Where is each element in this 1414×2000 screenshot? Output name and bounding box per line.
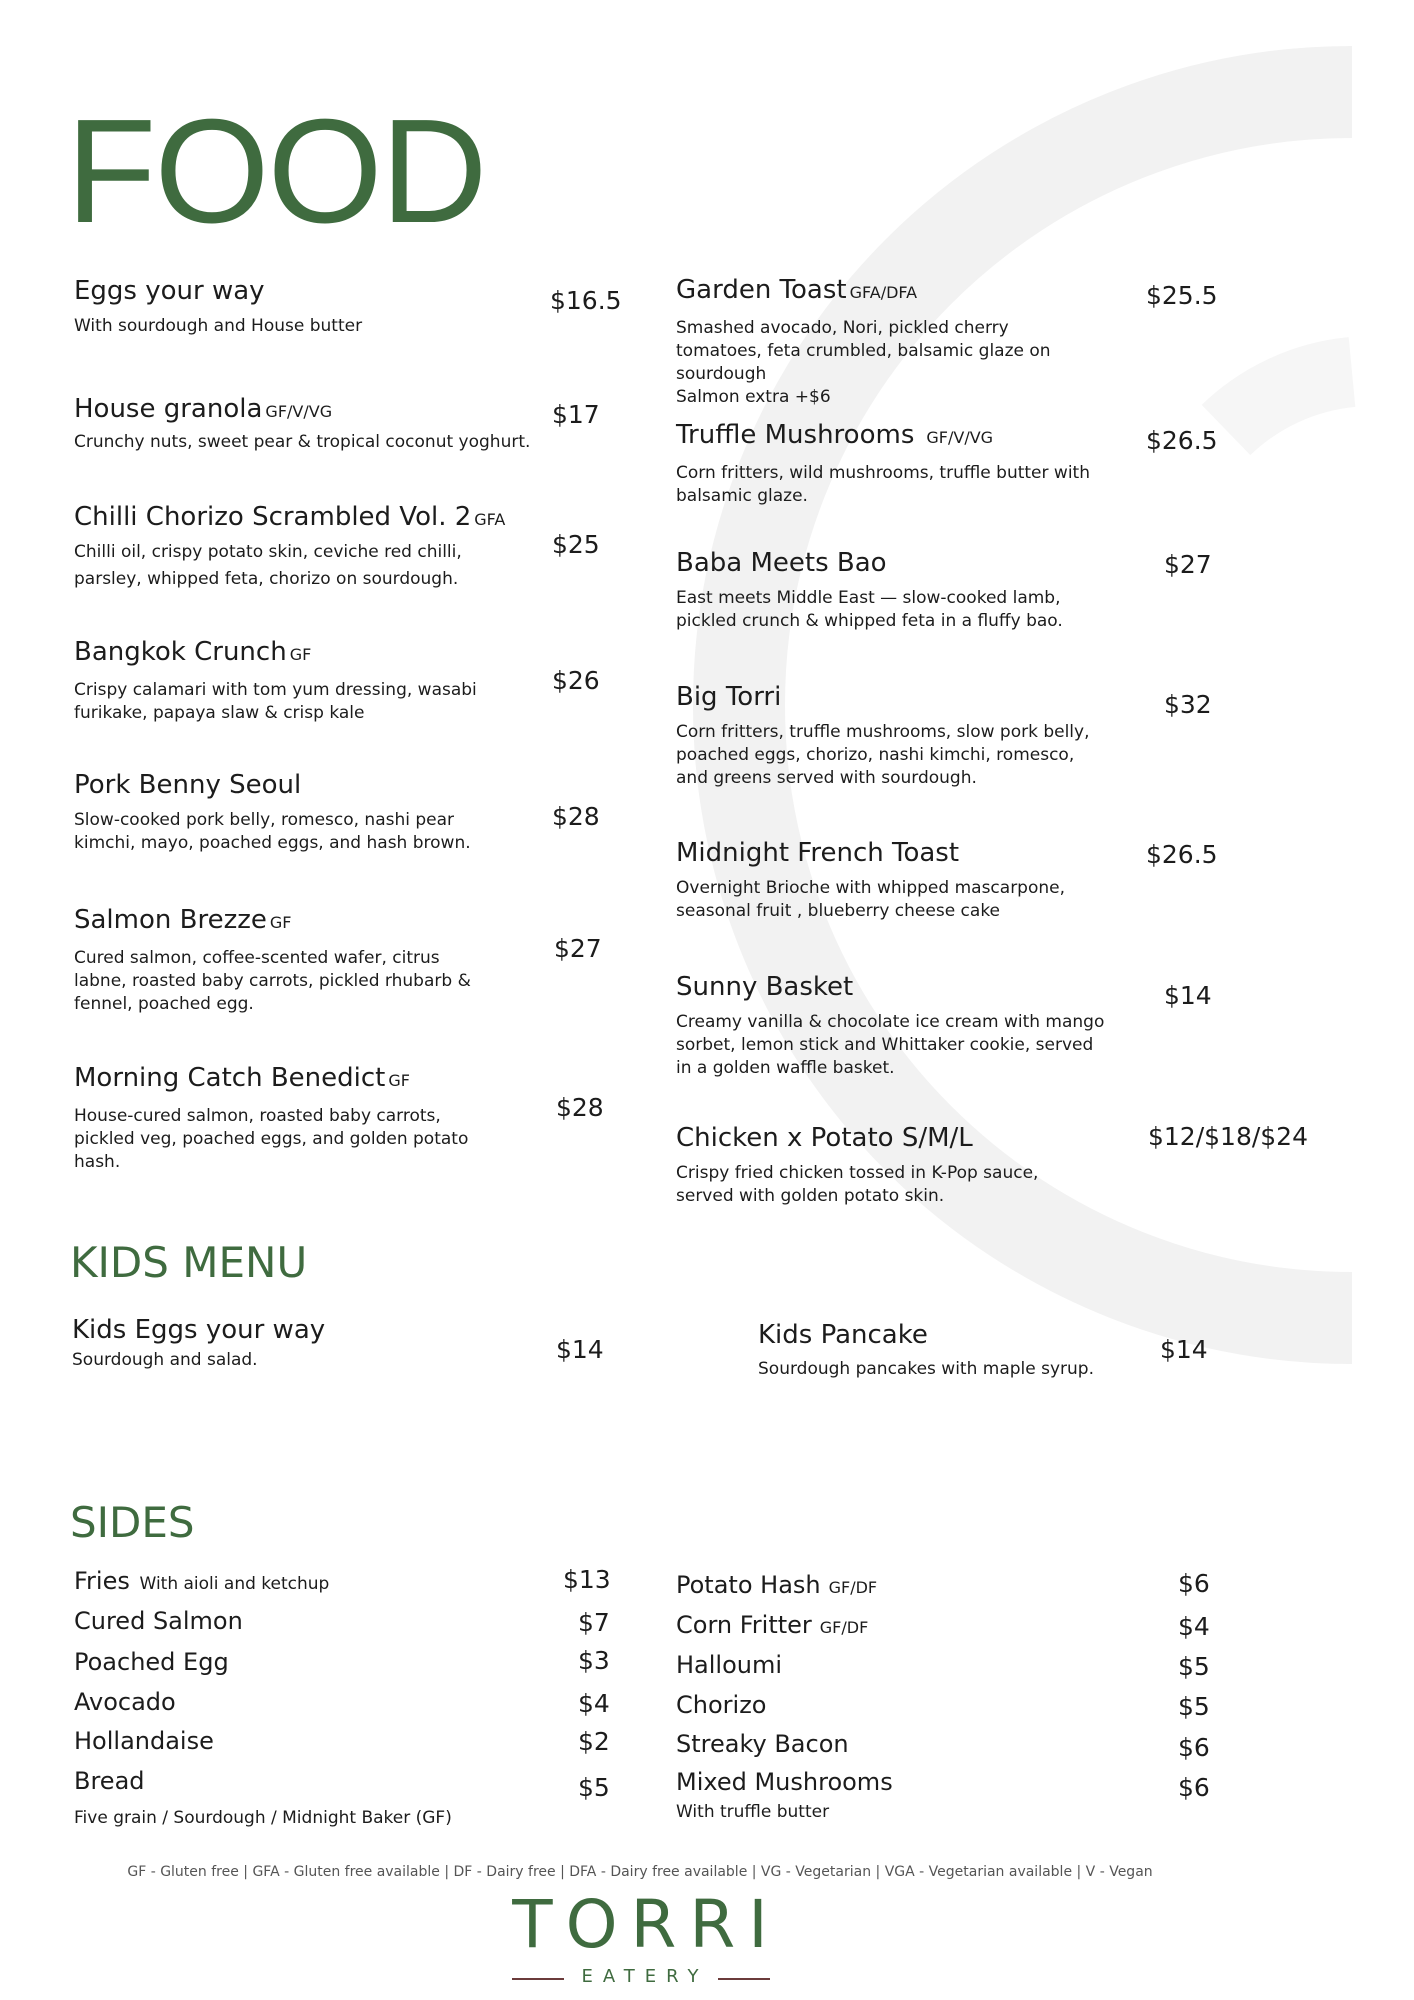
item-extra: Salmon extra +$6 <box>676 387 831 407</box>
item-price: $12/$18/$24 <box>1148 1122 1308 1151</box>
dietary-tag: GF <box>289 645 312 664</box>
menu-item <box>758 1318 1158 1381</box>
menu-item <box>74 768 504 855</box>
dietary-tag: GF/V/VG <box>926 428 994 447</box>
dietary-tag: GF <box>269 913 292 932</box>
side-price: $5 <box>1178 1692 1210 1721</box>
item-price: $26.5 <box>1146 840 1218 869</box>
item-desc: Cured salmon, coffee-scented wafer, citrus labne, roasted baby carrots, pickled rhubarb & fennel, poached egg. <box>74 948 471 1014</box>
item-price: $14 <box>556 1335 604 1364</box>
menu-item <box>676 1121 1086 1208</box>
item-price: $14 <box>1164 981 1212 1010</box>
menu-item <box>676 836 1076 923</box>
item-price: $26 <box>552 666 600 695</box>
kids-menu-title: KIDS MENU <box>70 1238 308 1287</box>
sides-title: SIDES <box>70 1498 195 1547</box>
side-item <box>676 1570 877 1603</box>
brand-rule-right <box>718 1978 770 1980</box>
side-name: Halloumi <box>676 1651 783 1679</box>
item-name: Garden Toast <box>676 275 847 305</box>
side-name: Streaky Bacon <box>676 1730 849 1758</box>
side-price: $2 <box>578 1727 610 1756</box>
menu-item <box>676 546 1076 633</box>
item-name: Baba Meets Bao <box>676 548 887 578</box>
side-name: Corn Fritter <box>676 1611 812 1639</box>
menu-item <box>74 274 514 338</box>
brand-subtitle: EATERY <box>581 1966 709 1987</box>
item-name: Chilli Chorizo Scrambled Vol. 2 <box>74 502 472 532</box>
item-price: $28 <box>552 802 600 831</box>
side-price: $5 <box>578 1773 610 1802</box>
item-desc: Crispy fried chicken tossed in K-Pop sauce, served with golden potato skin. <box>676 1163 1039 1206</box>
mushroom-note: With truffle butter <box>676 1802 830 1822</box>
menu-item <box>74 500 506 593</box>
dietary-legend: GF - Gluten free | GFA - Gluten free available | DF - Dairy free | DFA - Dairy free available | VG - Vegetarian | VGA - Vegetarian available | V - Vegan <box>127 1864 1153 1880</box>
side-name: Potato Hash <box>676 1571 821 1599</box>
item-name: Pork Benny Seoul <box>74 770 302 800</box>
item-name: Truffle Mushrooms <box>676 420 915 450</box>
item-name: House granola <box>74 394 263 424</box>
brand-logo: TORRI <box>512 1886 781 1963</box>
bread-options: Five grain / Sourdough / Midnight Baker (GF) <box>74 1808 452 1828</box>
item-desc: Creamy vanilla & chocolate ice cream with mango sorbet, lemon stick and Whittaker cookie, served in a golden waffle basket. <box>676 1012 1105 1078</box>
item-name: Kids Pancake <box>758 1320 928 1350</box>
item-desc: Crispy calamari with tom yum dressing, wasabi furikake, papaya slaw & crisp kale <box>74 680 477 723</box>
side-name: Avocado <box>74 1688 176 1716</box>
menu-item <box>676 418 1096 508</box>
menu-item <box>74 1061 504 1174</box>
menu-item <box>676 680 1096 790</box>
menu-item <box>74 635 494 725</box>
item-name: Sunny Basket <box>676 972 854 1002</box>
side-note: With aioli and ketchup <box>139 1574 330 1594</box>
item-price: $25 <box>552 530 600 559</box>
menu-item <box>74 903 484 1016</box>
item-price: $27 <box>1164 550 1212 579</box>
menu-item <box>676 970 1112 1080</box>
side-price: $6 <box>1178 1733 1210 1762</box>
item-desc: Slow-cooked pork belly, romesco, nashi pear kimchi, mayo, poached eggs, and hash brown. <box>74 810 471 853</box>
side-name: Poached Egg <box>74 1648 229 1676</box>
item-desc: Crunchy nuts, sweet pear & tropical coconut yoghurt. <box>74 432 531 452</box>
menu-item <box>676 273 1096 409</box>
item-price: $16.5 <box>550 286 622 315</box>
side-name: Cured Salmon <box>74 1607 243 1635</box>
item-desc: East meets Middle East — slow-cooked lamb, pickled crunch & whipped feta in a fluffy bao. <box>676 588 1063 631</box>
side-price: $7 <box>578 1608 610 1637</box>
item-price: $26.5 <box>1146 426 1218 455</box>
item-price: $32 <box>1164 690 1212 719</box>
item-name: Morning Catch Benedict <box>74 1063 386 1093</box>
item-price: $17 <box>552 400 600 429</box>
menu-title: FOOD <box>66 89 486 254</box>
dietary-tag: GF/DF <box>819 1618 869 1637</box>
item-desc: Corn fritters, truffle mushrooms, slow pork belly, poached eggs, chorizo, nashi kimchi, romesco, and greens served with sourdough. <box>676 722 1090 788</box>
item-name: Salmon Brezze <box>74 905 267 935</box>
side-price: $4 <box>578 1689 610 1718</box>
item-name: Bangkok Crunch <box>74 637 287 667</box>
side-price: $3 <box>578 1646 610 1675</box>
side-item <box>676 1610 868 1643</box>
side-price: $6 <box>1178 1773 1210 1802</box>
side-name: Hollandaise <box>74 1727 214 1755</box>
item-price: $28 <box>556 1093 604 1122</box>
item-desc: With sourdough and House butter <box>74 316 363 336</box>
side-name: Bread <box>74 1767 145 1795</box>
item-price: $25.5 <box>1146 281 1218 310</box>
item-desc: Sourdough and salad. <box>72 1350 258 1370</box>
dietary-tag: GF/DF <box>828 1578 878 1597</box>
item-desc: House-cured salmon, roasted baby carrots, pickled veg, poached eggs, and golden potato hash. <box>74 1106 469 1172</box>
item-name: Chicken x Potato S/M/L <box>676 1123 973 1153</box>
item-desc: Overnight Brioche with whipped mascarpone, seasonal fruit , blueberry cheese cake <box>676 878 1066 921</box>
dietary-tag: GF/V/VG <box>265 402 333 421</box>
dietary-tag: GFA <box>474 510 506 529</box>
side-price: $6 <box>1178 1569 1210 1598</box>
side-name: Fries <box>74 1567 130 1595</box>
item-name: Midnight French Toast <box>676 838 960 868</box>
item-desc: Corn fritters, wild mushrooms, truffle butter with balsamic glaze. <box>676 463 1090 506</box>
side-name: Chorizo <box>676 1691 767 1719</box>
side-price: $5 <box>1178 1652 1210 1681</box>
side-item <box>74 1566 329 1599</box>
dietary-tag: GF <box>388 1071 410 1090</box>
item-price: $27 <box>554 934 602 963</box>
item-name: Big Torri <box>676 682 782 712</box>
side-price: $4 <box>1178 1612 1210 1641</box>
item-price: $14 <box>1160 1335 1208 1364</box>
item-desc: Smashed avocado, Nori, pickled cherry tomatoes, feta crumbled, balsamic glaze on sourdough <box>676 318 1051 384</box>
side-name: Mixed Mushrooms <box>676 1768 893 1796</box>
item-desc: Sourdough pancakes with maple syrup. <box>758 1359 1094 1379</box>
menu-item <box>74 392 531 454</box>
item-name: Eggs your way <box>74 276 265 306</box>
item-desc: Chilli oil, crispy potato skin, ceviche red chilli, parsley, whipped feta, chorizo on sourdough. <box>74 542 462 589</box>
menu-item <box>72 1313 512 1372</box>
side-price: $13 <box>563 1565 611 1594</box>
dietary-tag: GFA/DFA <box>849 283 918 302</box>
item-name: Kids Eggs your way <box>72 1315 326 1345</box>
